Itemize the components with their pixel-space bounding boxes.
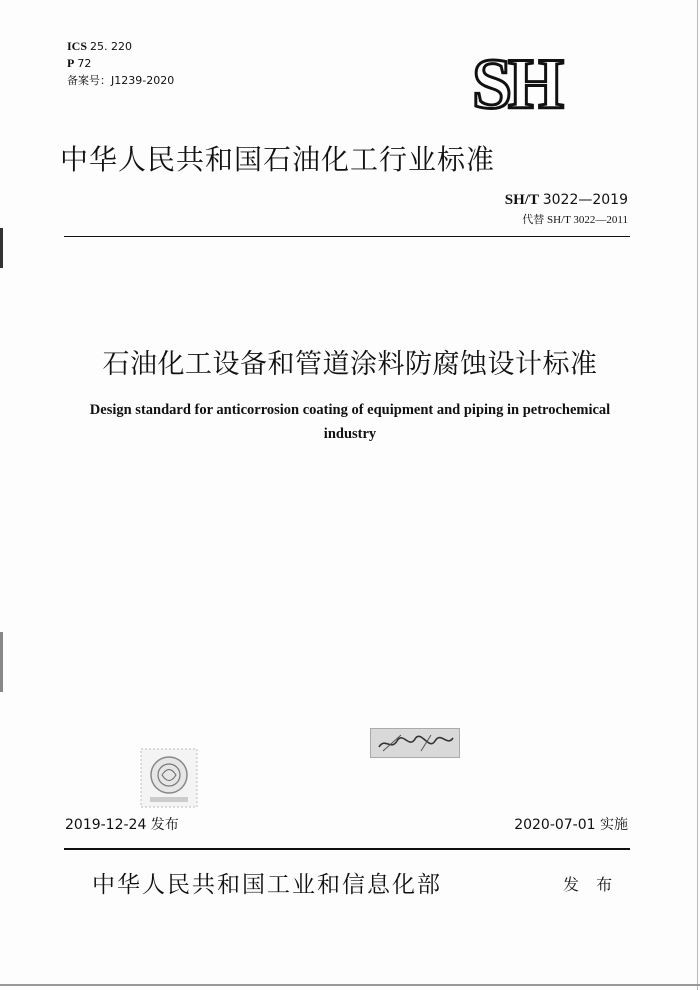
top-divider xyxy=(64,236,630,237)
svg-text:SH: SH xyxy=(472,48,561,116)
scan-edge-line xyxy=(697,0,698,990)
scan-bottom-line xyxy=(0,984,700,986)
replaces-note: 代替 SH/T 3022—2011 xyxy=(522,214,628,226)
class-value: 72 xyxy=(77,57,92,70)
standard-title-cn: 石油化工设备和管道涂料防腐蚀设计标准 xyxy=(102,349,598,380)
bottom-divider xyxy=(64,848,630,850)
record-label: 备案号： xyxy=(67,74,111,87)
standard-number-block xyxy=(505,192,628,227)
ics-value: 25. 220 xyxy=(90,40,133,53)
industry-standard-title: 中华人民共和国石油化工行业标准 xyxy=(60,143,496,176)
record-line xyxy=(67,72,174,89)
publish-action: 发 布 xyxy=(563,875,619,894)
sh-logo xyxy=(470,48,620,116)
record-value: J1239-2020 xyxy=(111,74,175,87)
signature-stamp xyxy=(370,728,460,758)
scan-artifact-mark xyxy=(0,632,3,692)
class-label: P xyxy=(67,56,75,70)
publisher-name: 中华人民共和国工业和信息化部 xyxy=(92,872,442,898)
scan-artifact-mark xyxy=(0,228,3,268)
standard-title-en: Design standard for anticorrosion coating of equipment and piping in petrochemical industry xyxy=(89,402,611,442)
classification-block xyxy=(67,38,174,89)
effective-date: 2020-07-01 实施 xyxy=(514,817,628,833)
standard-code xyxy=(505,192,628,209)
standard-code-number: 3022—2019 xyxy=(542,192,628,208)
ics-line xyxy=(67,38,174,55)
standard-code-prefix: SH/T xyxy=(504,192,539,208)
issue-date: 2019-12-24 发布 xyxy=(65,817,179,833)
official-seal xyxy=(140,748,198,808)
ics-label: ICS xyxy=(67,39,88,53)
class-line xyxy=(67,55,174,72)
